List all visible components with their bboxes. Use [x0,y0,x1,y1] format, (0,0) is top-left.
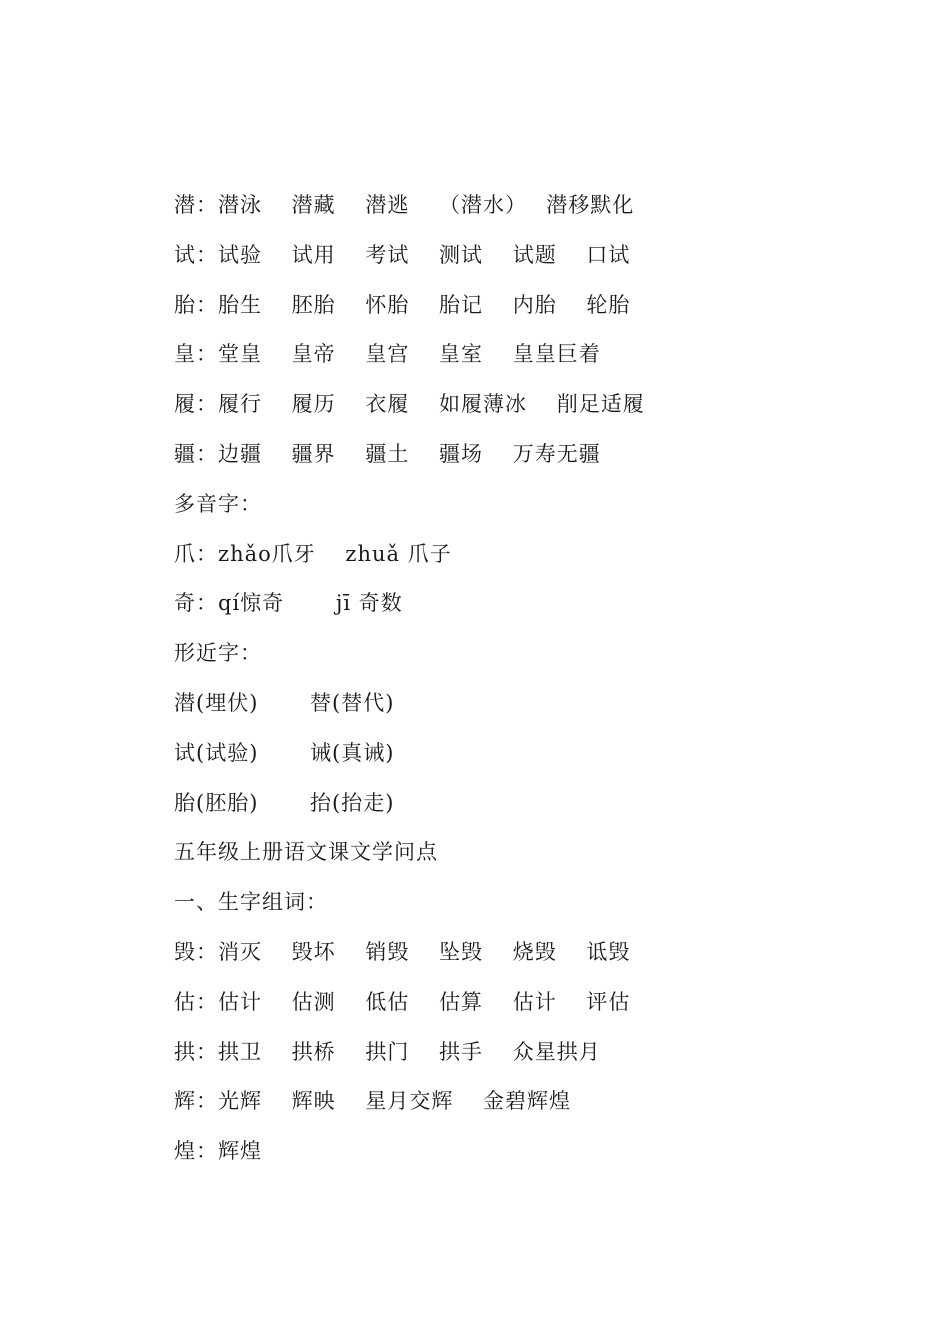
text-line-huang-brilliant: 煌：辉煌 [174,1139,262,1164]
document-subtitle: 五年级上册语文课文学问点 [174,840,438,865]
text-line-tai: 胎：胎生 胚胎 怀胎 胎记 内胎 轮胎 [174,292,631,317]
text-line-hui-glow: 辉：光辉 辉映 星月交辉 金碧辉煌 [174,1089,572,1114]
text-line-gu: 估：估计 估测 低估 估算 估计 评估 [174,989,631,1014]
text-line-similar-2: 试(试验) 诫(真诫) [174,740,395,765]
text-line-qi: 奇：qí惊奇 jī 奇数 [174,591,403,616]
text-line-jiang: 疆：边疆 疆界 疆土 疆场 万寿无疆 [174,441,601,466]
text-line-zhua: 爪：zhǎo爪牙 zhuǎ 爪子 [174,541,452,566]
text-line-similar-3: 胎(胚胎) 抬(抬走) [174,790,395,815]
section-heading-similar-chars: 形近字： [174,641,262,666]
section-heading-word-groups: 一、生字组词： [174,890,328,915]
text-line-similar-1: 潜(埋伏) 替(替代) [174,690,395,715]
text-line-gong: 拱：拱卫 拱桥 拱门 拱手 众星拱月 [174,1039,601,1064]
document-body [174,186,874,1182]
text-line-qian: 潜：潜泳 潜藏 潜逃 （潜水） 潜移默化 [174,193,635,217]
text-line-shi: 试：试验 试用 考试 测试 试题 口试 [174,242,631,267]
text-line-huang: 皇：堂皇 皇帝 皇宫 皇室 皇皇巨着 [174,342,601,367]
text-line-lv: 履：履行 履历 衣履 如履薄冰 削足适履 [174,392,645,417]
section-heading-polyphonic: 多音字： [174,491,262,516]
text-line-hui: 毁：消灭 毁坏 销毁 坠毁 烧毁 诋毁 [174,939,631,964]
